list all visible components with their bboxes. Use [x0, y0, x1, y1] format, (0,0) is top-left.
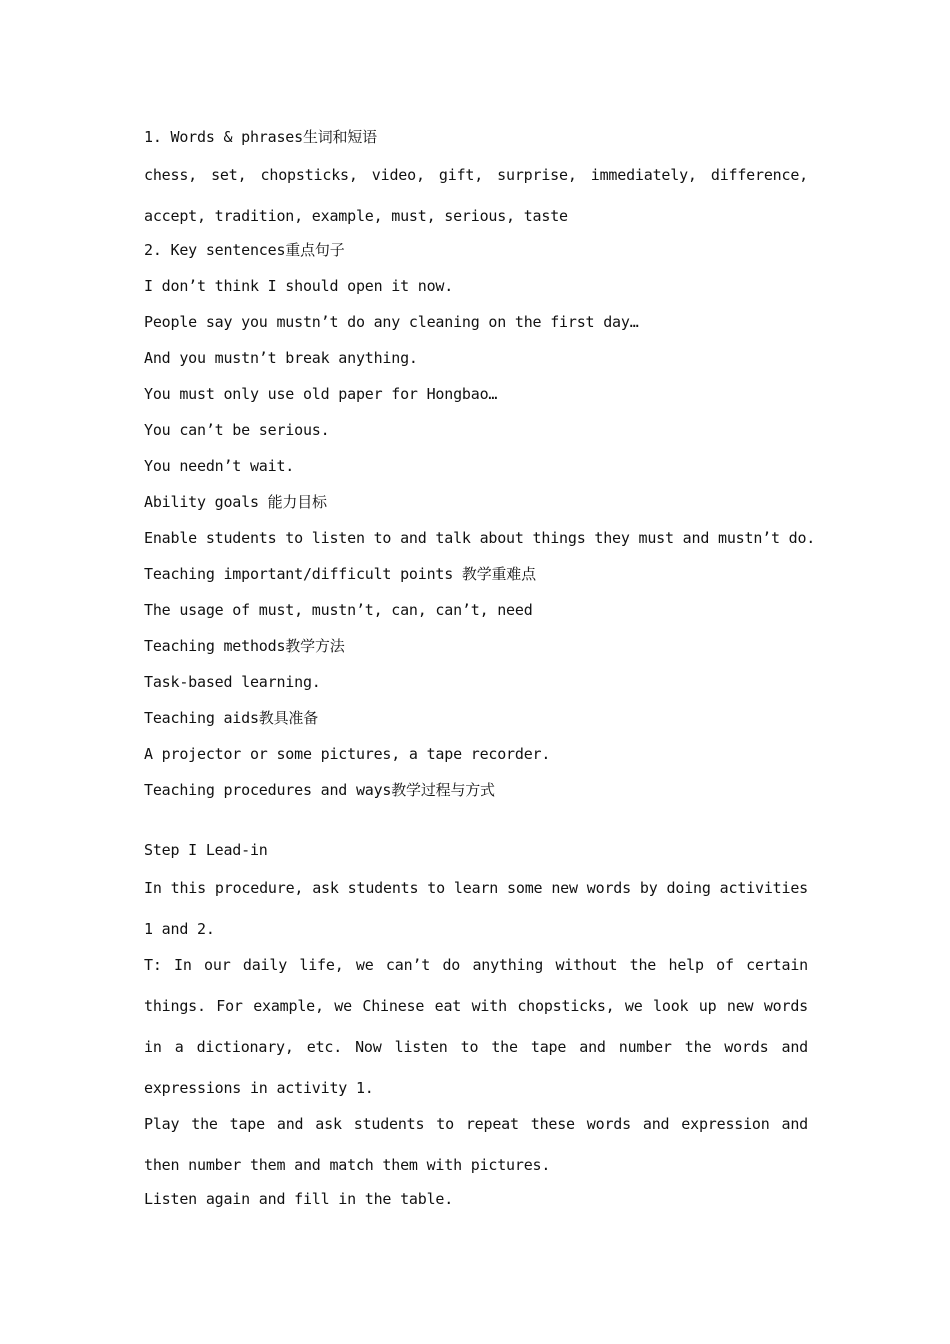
play-tape-instruction: Play the tape and ask students to repeat these words and expression and then number them and match them with pictures. [144, 1115, 808, 1174]
step-1-section [144, 832, 808, 1217]
teacher-dialogue: T: In our daily life, we can’t do anything without the help of certain things. For example, we Chinese eat with chopsticks, we look up new words in a dictionary, etc. Now listen to the tape and number the words and expressions in activity 1. [144, 956, 808, 1097]
sentence-3: And you mustn’t break anything. [144, 349, 418, 367]
sentence-5: You can’t be serious. [144, 421, 330, 439]
teaching-aids-heading: Teaching aids教具准备 [144, 709, 319, 727]
step-1-heading: Step I Lead-in [144, 841, 268, 859]
step-1-intro: In this procedure, ask students to learn some new words by doing activities 1 and 2. [144, 879, 808, 938]
key-sentences-heading: 2. Key sentences重点句子 [144, 241, 345, 259]
teaching-points-text: The usage of must, mustn’t, can, can’t, need [144, 601, 533, 619]
words-list: chess, set, chopsticks, video, gift, surprise, immediately, difference, accept, tradition, example, must, serious, taste [144, 166, 808, 225]
ability-goals-heading: Ability goals 能力目标 [144, 493, 327, 511]
ability-goals-text: Enable students to listen to and talk about things they must and mustn’t do. [144, 529, 816, 547]
teaching-methods-text: Task-based learning. [144, 673, 321, 691]
sentence-6: You needn’t wait. [144, 457, 295, 475]
words-heading: 1. Words & phrases生词和短语 [144, 128, 377, 146]
lesson-objectives [144, 119, 816, 808]
teaching-points-heading: Teaching important/difficult points 教学重难点 [144, 565, 536, 583]
sentence-2: People say you mustn’t do any cleaning on the first day… [144, 313, 639, 331]
sentence-1: I don’t think I should open it now. [144, 277, 454, 295]
teaching-procedures-heading: Teaching procedures and ways教学过程与方式 [144, 781, 495, 799]
teaching-aids-text: A projector or some pictures, a tape recorder. [144, 745, 551, 763]
sentence-4: You must only use old paper for Hongbao… [144, 385, 498, 403]
teaching-methods-heading: Teaching methods教学方法 [144, 637, 345, 655]
listen-again-instruction: Listen again and fill in the table. [144, 1190, 454, 1208]
